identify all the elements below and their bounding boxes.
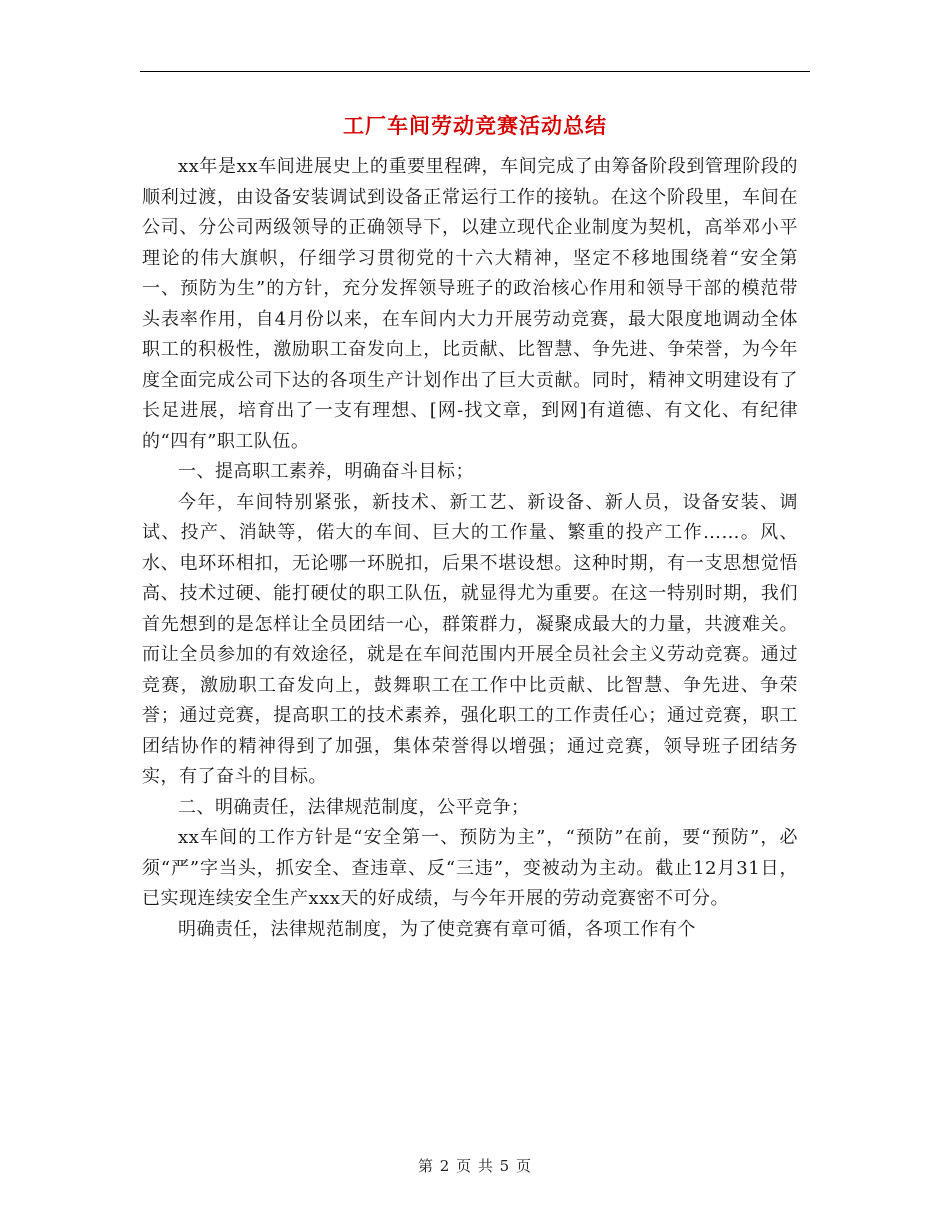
document-body bbox=[142, 152, 798, 945]
page-number-footer: 第 2 页 共 5 页 bbox=[418, 1157, 532, 1175]
paragraph-intro: xx年是xx车间进展史上的重要里程碑，车间完成了由筹备阶段到管理阶段的顺利过渡，由设备安装调试到设备正常运行工作的接轨。在这个阶段里，车间在公司、分公司两级领导的正确领导下，以建立现代企业制度为契机，高举邓小平理论的伟大旗帜，仔细学习贯彻党的十六大精神，坚定不移地围绕着“安全第一、预防为生”的方针，充分发挥领导班子的政治核心作用和领导干部的模范带头表率作用，自4月份以来，在车间内大力开展劳动竞赛，最大限度地调动全体职工的积极性，激励职工奋发向上，比贡献、比智慧、争先进、争荣誉，为今年度全面完成公司下达的各项生产计划作出了巨大贡献。同时，精神文明建设有了长足进展，培育出了一支有理想、[网-找文章，到网]有道德、有文化、有纪律的“四有”职工队伍。 bbox=[142, 156, 798, 452]
header-rule bbox=[140, 71, 810, 72]
paragraph-section-2: xx车间的工作方针是“安全第一、预防为主”，“预防”在前，要“预防”，必须“严”字当头，抓安全、查违章、反“三违”，变被动为主动。截止12月31日，已实现连续安全生产xxx天的好成绩，与今年开展的劳动竞赛密不可分。 bbox=[142, 827, 798, 909]
section-heading-2: 二、明确责任，法律规范制度，公平竞争； bbox=[178, 796, 530, 818]
paragraph-section-1: 今年，车间特别紧张，新技术、新工艺、新设备、新人员，设备安装、调试、投产、消缺等，偌大的车间、巨大的工作量、繁重的投产工作……。风、水、电环环相扣，无论哪一环脱扣，后果不堪设想。这种时期，有一支思想觉悟高、技术过硬、能打硬仗的职工队伍，就显得尤为重要。在这一特别时期，我们首先想到的是怎样让全员团结一心，群策群力，凝聚成最大的力量，共渡难关。而让全员参加的有效途径，就是在车间范围内开展全员社会主义劳动竞赛。通过竞赛，激励职工奋发向上，鼓舞职工在工作中比贡献、比智慧、争先进、争荣誉；通过竞赛，提高职工的技术素养，强化职工的工作责任心；通过竞赛，职工团结协作的精神得到了加强，集体荣誉得以增强；通过竞赛，领导班子团结务实，有了奋斗的目标。 bbox=[142, 491, 798, 787]
document-title: 工厂车间劳动竞赛活动总结 bbox=[343, 113, 607, 138]
section-heading-1: 一、提高职工素养，明确奋斗目标； bbox=[178, 461, 474, 482]
paragraph-continued: 明确责任，法律规范制度，为了使竞赛有章可循，各项工作有个 bbox=[178, 918, 696, 940]
